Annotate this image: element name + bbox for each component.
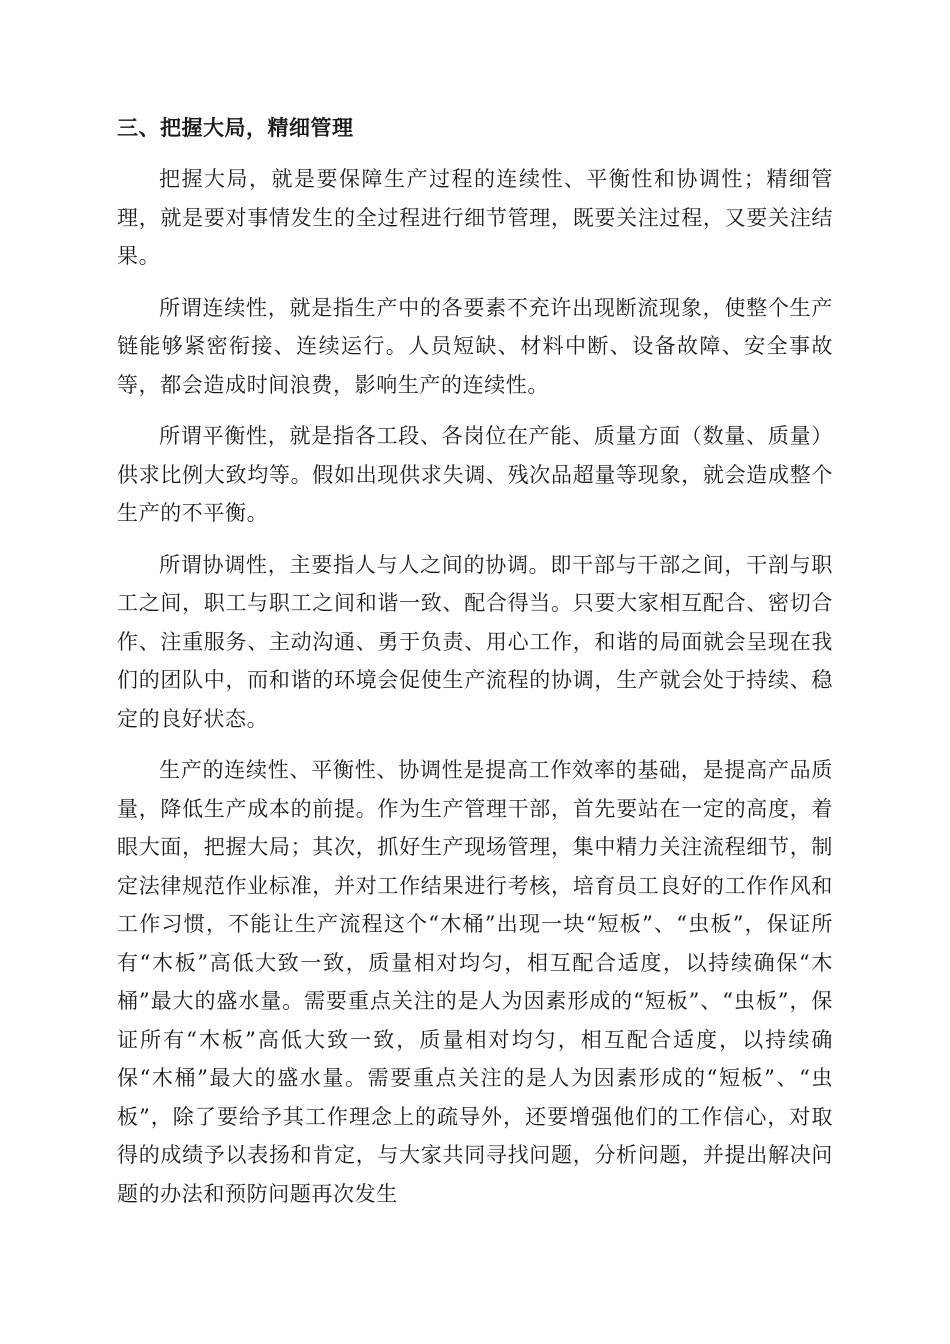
section-heading: 三、把握大局，精细管理 (117, 116, 354, 140)
paragraph-balance: 所谓平衡性，就是指各工段、各岗位在产能、质量方面（数量、质量）供求比例大致均等。假如出现供求失调、残次品超量等现象，就会造成整个生产的不平衡。 (117, 424, 833, 525)
paragraph-coordination: 所谓协调性，主要指人与人之间的协调。即干部与干部之间，干剖与职工之间，职工与职工之间和谐一致、配合得当。只要大家相互配合、密切合作、注重服务、主动沟通、勇于负责、用心工作，和谐的局面就会呈现在我们的团队中，而和谐的环境会促使生产流程的协调，生产就会处于持续、稳定的良好状态。 (117, 552, 833, 731)
paragraph-continuity: 所谓连续性，就是指生产中的各要素不充许出现断流现象，使整个生产链能够紧密衔接、连续运行。人员短缺、材料中断、设备故障、安全事故等，都会造成时间浪费，影响生产的连续性。 (117, 295, 833, 397)
paragraph-foundation: 生产的连续性、平衡性、协调性是提高工作效率的基础，是提高产品质量，降低生产成本的前提。作为生产管理干部，首先要站在一定的高度，着眼大面，把握大局；其次，抓好生产现场管理，集中精力关注流程细节，制定法律规范作业标准，并对工作结果进行考核，培育员工良好的工作作风和工作习惯，不能让生产流程这个“木桶”出现一块“短板”、“虫板”，保证所有“木板”高低大致一致，质量相对均匀，相互配合适度，以持续确保“木桶”最大的盛水量。需要重点关注的是人为因素形成的“短板”、“虫板”，保证所有“木板”高低大致一致，质量相对均匀，相互配合适度，以持续确保“木桶”最大的盛水量。需要重点关注的是人为因素形成的“短板”、“虫板”，除了要给予其工作理念上的疏导外，还要增强他们的工作信心，对取得的成绩予以表扬和肯定，与大家共同寻找问题，分析问题，并提出解决问题的办法和预防问题再次发生 (117, 758, 833, 1206)
paragraph-overview: 把握大局，就是要保障生产过程的连续性、平衡性和协调性；精细管理，就是要对事情发生的全过程进行细节管理，既要关注过程，又要关注结果。 (117, 167, 833, 268)
document-body (117, 108, 833, 1226)
